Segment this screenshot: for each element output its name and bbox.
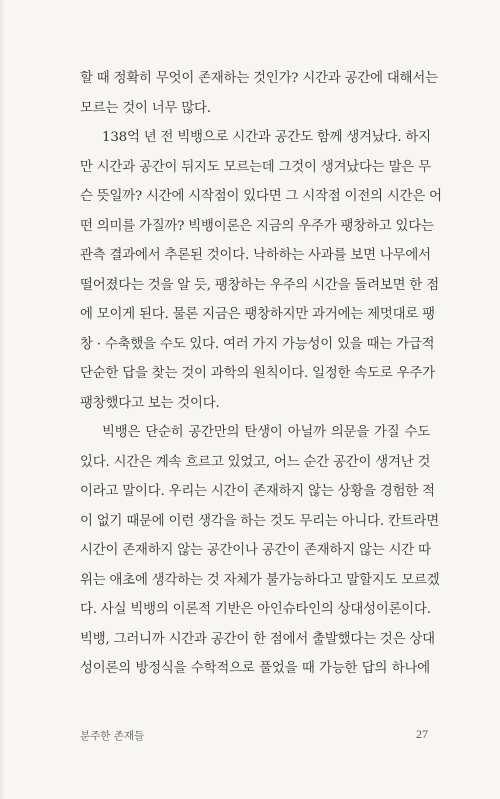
- text-line: 이 없기 때문에 이런 생각을 하는 것도 무리는 아니다. 칸트라면: [80, 513, 439, 529]
- text-line: 할 때 정확히 무엇이 존재하는 것인가? 시간과 공간에 대해서는: [80, 71, 438, 86]
- text-line: 관측 결과에서 추론된 것이다. 낙하하는 사과를 보면 나무에서: [80, 248, 431, 263]
- text-line: 창 · 수축했을 수도 있다. 여러 가지 가능성이 있을 때는 가급적: [80, 336, 435, 352]
- page-edge-shadow: [0, 0, 6, 799]
- page-number: 27: [416, 727, 428, 741]
- paragraph-2: [80, 123, 442, 418]
- text-line: 떤 의미를 가질까? 빅뱅이론은 지금의 우주가 팽창하고 있다는: [80, 218, 434, 234]
- running-footer-title: 분주한 존재들: [80, 730, 145, 742]
- text-line: 위는 애초에 생각하는 것 자체가 불가능하다고 말할지도 모르겠: [80, 572, 440, 588]
- text-line: 빅뱅, 그러니까 시간과 공간이 한 점에서 출발했다는 것은 상대: [80, 631, 435, 647]
- text-line: 다. 사실 빅뱅의 이론적 기반은 아인슈타인의 상대성이론이다.: [80, 602, 431, 617]
- text-line: 단순한 답을 찾는 것이 과학의 원칙이다. 일정한 속도로 우주가: [80, 366, 435, 381]
- text-line: 에 모이게 된다. 물론 지금은 팽창하지만 과거에는 제멋대로 팽: [80, 307, 435, 322]
- body-text: [80, 64, 442, 684]
- text-line: 성이론의 방정식을 수학적으로 풀었을 때 가능한 답의 하나에: [80, 661, 430, 676]
- text-line: 138억 년 전 빅뱅으로 시간과 공간도 함께 생겨났다. 하지: [102, 130, 431, 145]
- text-line: 시간이 존재하지 않는 공간이나 공간이 존재하지 않는 시간 따: [80, 543, 431, 558]
- text-line: 팽창했다고 보는 것이다.: [80, 395, 220, 411]
- paragraph-3: [80, 418, 440, 684]
- paragraph-1: [80, 64, 438, 123]
- text-line: 있다. 시간은 계속 흐르고 있었고, 어느 순간 공간이 생겨난 것: [80, 454, 431, 470]
- text-line: 떨어졌다는 것을 알 듯, 팽창하는 우주의 시간을 돌려보면 한 점: [80, 277, 439, 293]
- text-line: 모르는 것이 너무 많다.: [80, 100, 211, 116]
- text-line: 빅뱅은 단순히 공간만의 탄생이 아닐까 의문을 가질 수도: [102, 425, 430, 440]
- text-line: 만 시간과 공간이 뒤지도 모르는데 그것이 생겨났다는 말은 무: [80, 159, 431, 175]
- text-line: 슨 뜻일까? 시간에 시작점이 있다면 그 시작점 이전의 시간은 어: [80, 189, 442, 204]
- text-line: 이라고 말이다. 우리는 시간이 존재하지 않는 상황을 경험한 적: [80, 484, 435, 499]
